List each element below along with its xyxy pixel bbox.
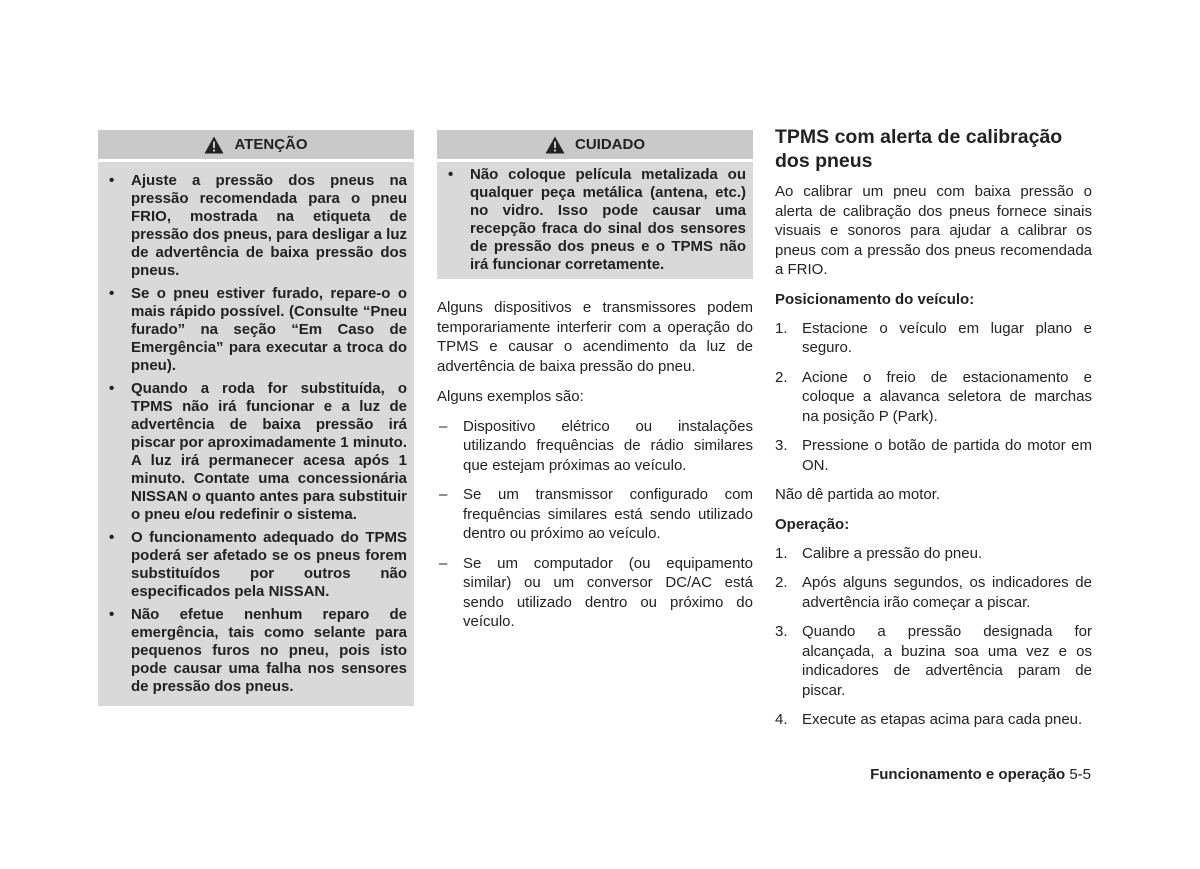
operation-step: 2. Após alguns segundos, os indicadores de advertência irão começar a piscar. <box>775 574 1092 611</box>
positioning-step: 1. Estacione o veículo em lugar plano e seguro. <box>775 319 1092 356</box>
examples-list <box>437 417 753 632</box>
section-intro: Ao calibrar um pneu com baixa pressão o alerta de calibração dos pneus fornece sinais visuais e sonoros para ajudar a calibrar os pneus com a pressão dos pneus recomendada a FRIO. <box>775 183 1092 278</box>
warning-box-header <box>98 130 414 159</box>
warning-bullet: • Não efetue nenhum reparo de emergência, tais como selante para pequenos furos no pneu, pois isto pode causar uma falha nos sensores de pressão dos pneus. <box>109 606 407 695</box>
examples-label: Alguns exemplos são: <box>437 388 584 405</box>
section-title: TPMS com alerta de calibração dos pneus <box>775 126 1063 172</box>
warning-triangle-icon <box>204 136 224 154</box>
footer-section-name: Funcionamento e operação <box>870 766 1066 783</box>
warning-box-atencao <box>98 130 414 706</box>
warning-bullet: • Se o pneu estiver furado, repare-o o mais rápido possível. (Consulte “Pneu furado” na seção “Em Caso de Emergência” para executar a troca do pneu). <box>109 285 407 374</box>
interference-paragraph: Alguns dispositivos e transmissores podem temporariamente interferir com a operação do TPMS e causar o acendimento da luz de advertência de baixa pressão do pneu. <box>437 299 753 375</box>
caution-box-title: CUIDADO <box>575 136 645 153</box>
tpms-calibration-section <box>775 125 1092 740</box>
warning-bullet-list <box>106 172 407 696</box>
example-item: – Dispositivo elétrico ou instalações utilizando frequências de rádio similares que estejam próximas ao veículo. <box>439 417 753 474</box>
operation-steps <box>775 544 1092 730</box>
positioning-steps <box>775 319 1092 476</box>
example-item: – Se um transmissor configurado com frequências similares está sendo utilizado dentro ou próximo ao veículo. <box>439 486 753 542</box>
caution-box-header <box>437 130 753 159</box>
warning-bullet: • O funcionamento adequado do TPMS poderá ser afetado se os pneus forem substituídos por outros não especificados pela NISSAN. <box>109 529 407 600</box>
caution-bullet-list <box>445 166 746 274</box>
positioning-step: 3. Pressione o botão de partida do motor em ON. <box>775 437 1092 474</box>
warning-bullet: • Ajuste a pressão dos pneus na pressão recomendada para o pneu FRIO, mostrada na etiqueta de pressão dos pneus, para desligar a luz de advertência de baixa pressão dos pneus. <box>109 172 407 279</box>
caution-column <box>437 130 753 642</box>
warning-triangle-icon <box>545 136 565 154</box>
caution-box-body <box>437 162 753 279</box>
page-number: 5-5 <box>1069 766 1091 783</box>
warning-box-title: ATENÇÃO <box>234 136 308 153</box>
operation-heading: Operação: <box>775 515 850 533</box>
no-start-note: Não dê partida ao motor. <box>775 486 941 503</box>
warning-box-body <box>98 162 414 706</box>
operation-step: 1. Calibre a pressão do pneu. <box>775 544 983 562</box>
page-footer <box>870 766 1091 783</box>
positioning-heading: Posicionamento do veículo: <box>775 290 975 308</box>
caution-bullet: • Não coloque película metalizada ou qualquer peça metálica (antena, etc.) no vidro. Isso pode causar uma recepção fraca do sinal dos sensores de pressão dos pneus e o TPMS não irá funcionar corretamente. <box>448 166 746 273</box>
positioning-step: 2. Acione o freio de estacionamento e coloque a alavanca seletora de marchas na posição P (Park). <box>775 368 1092 425</box>
operation-step: 3. Quando a pressão designada for alcançada, a buzina soa uma vez e os indicadores de advertência param de piscar. <box>775 623 1092 699</box>
operation-step: 4. Execute as etapas acima para cada pneu. <box>775 711 1083 728</box>
warning-bullet: • Quando a roda for substituída, o TPMS não irá funcionar e a luz de advertência de baixa pressão irá piscar por aproximadamente 1 minuto. A luz irá permanecer acesa após 1 minuto. Contate uma concessionária NISSAN o quanto antes para substituir o pneu e/ou redefinir o sistema. <box>109 380 407 523</box>
example-item: – Se um computador (ou equipamento similar) ou um conversor DC/AC está sendo utilizado dentro ou próximo do veículo. <box>439 554 753 630</box>
